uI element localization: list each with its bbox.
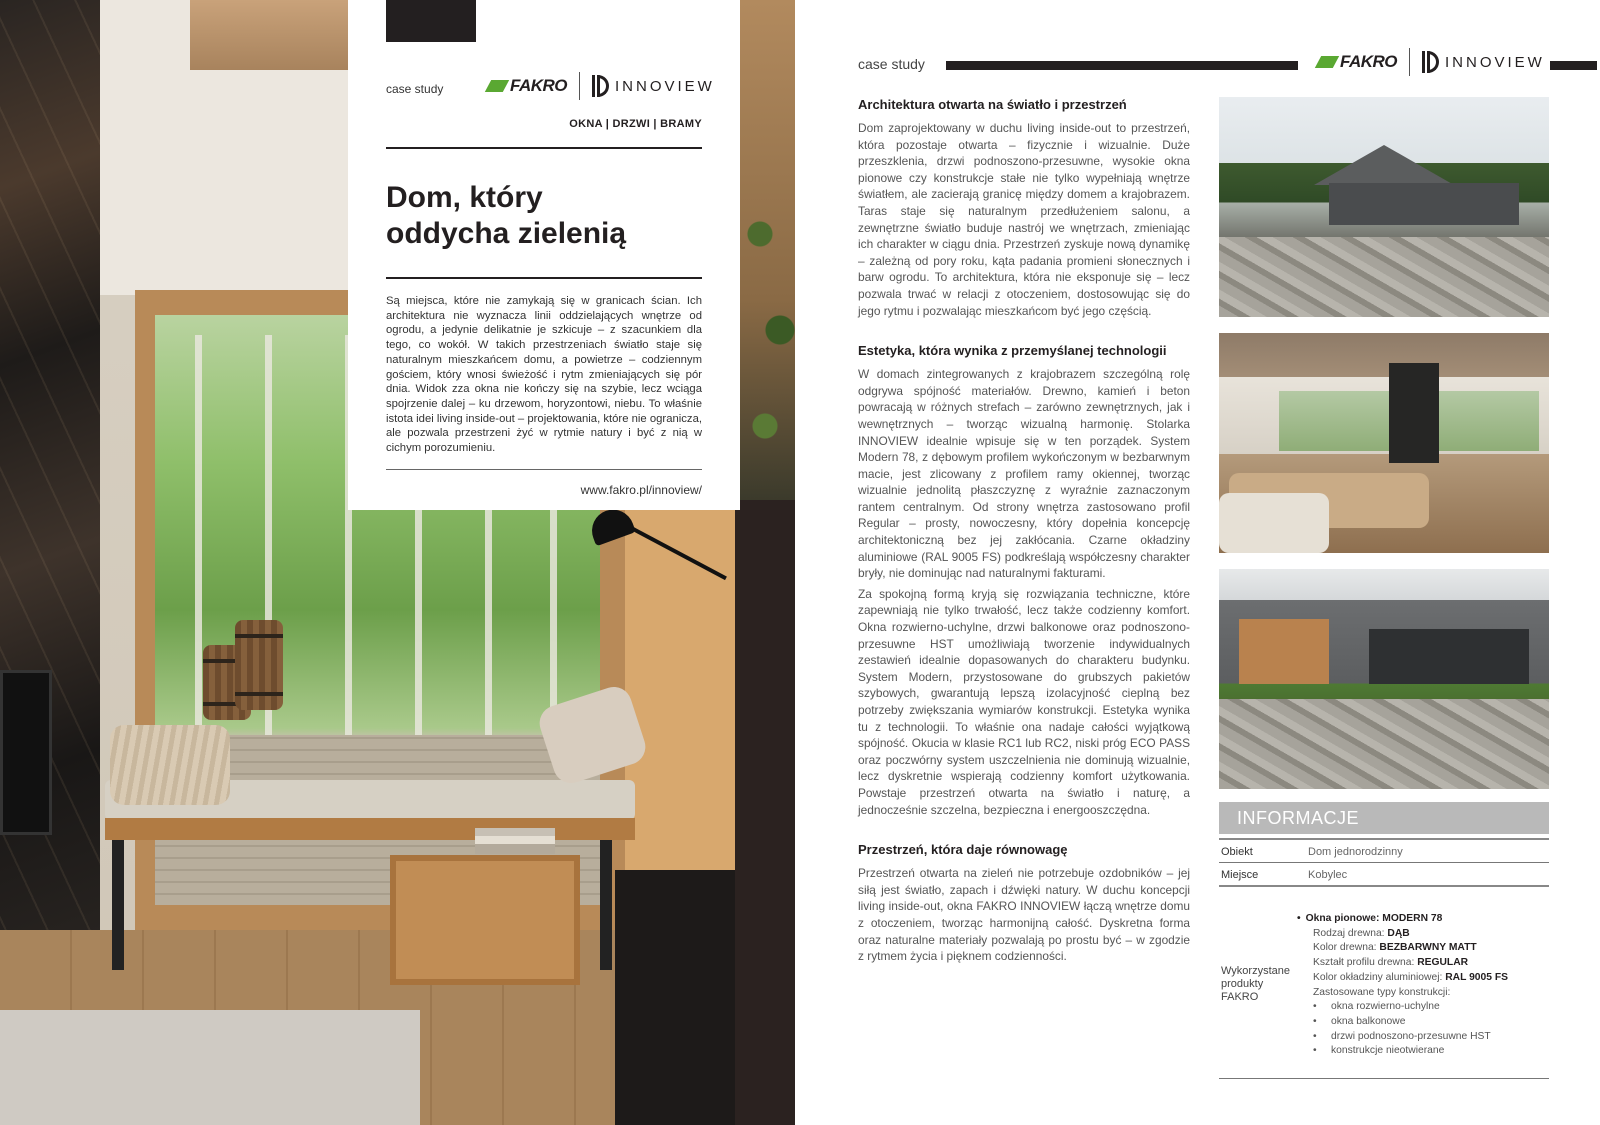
list-item: • okna balkonowe xyxy=(1313,1015,1406,1027)
knit-throw xyxy=(110,725,230,805)
list-item: • drzwi podnoszono-przesuwne HST xyxy=(1313,1030,1491,1042)
brand-logos xyxy=(488,72,715,100)
paragraph: Za spokojną formą kryją się rozwiązania techniczne, które zapewniają nie tylko trwałość, lecz także codzienny komfort. Okna rozwierno-uchylne, drzwi balkonowe oraz podnoszono-przesuwne HST umożliwiają tworzenie indywidualnych zestawień idealnie dopasowanych do charakteru budynku. System Modern, przystosowane do grubszych pakietów szybowych, gwarantują lepszą izolacyjność cieplną bez potrzeby zwiększania wymiarów konstrukcji. Estetyka wynika tu z technologii. To właśnie ona nadaje całości wyjątkową spójność. Okucia w klasie RC1 lub RC2, niski próg ECO PASS oraz poczwórny system uszczelnienia nie dominują wizualnie, lecz dyskretnie wspierają codzienny komfort użytkowania. Powstaje przestrzeń otwarta na światło i naturę, a jednocześnie szczelna, bezpieczna i energooszczędna. xyxy=(858,586,1190,817)
house-exterior-photo xyxy=(1219,97,1549,317)
page-title: Dom, który oddycha zielenią xyxy=(386,181,627,250)
brand-logos xyxy=(1318,48,1545,76)
list-item: • konstrukcje nieotwierane xyxy=(1313,1045,1445,1057)
innoview-logo: INNOVIEW xyxy=(1422,51,1545,73)
side-table xyxy=(390,855,580,985)
marble-wall xyxy=(0,0,100,1010)
section-title: Architektura otwarta na światło i przestrzeń xyxy=(858,97,1127,112)
header-bar xyxy=(946,61,1298,70)
house-terrace-photo xyxy=(1219,569,1549,789)
used-products-label: Wykorzystane produkty FAKRO xyxy=(1221,965,1290,1003)
plant xyxy=(745,170,795,490)
info-object-label: Obiekt xyxy=(1221,846,1253,858)
article-column xyxy=(858,97,1190,969)
fakro-logo: FAKRO xyxy=(1318,52,1397,72)
innoview-mark-icon xyxy=(1422,51,1439,73)
list-item: • okna rozwierno-uchylne xyxy=(1313,1001,1440,1013)
innoview-mark-icon xyxy=(592,75,609,97)
fakro-mark-icon xyxy=(1315,56,1339,68)
fireplace xyxy=(0,670,52,835)
section-title: Estetyka, która wynika z przemyślanej technologii xyxy=(858,343,1167,359)
info-object-value: Dom jednorodzinny xyxy=(1308,846,1403,858)
paragraph: Dom zaprojektowany w duchu living inside-out to przestrzeń, która pozostaje otwarta – fizycznie i wizualnie. Duże przeszklenia, drzwi podnoszono-przesuwne, wysokie okna pionowe czy konstrukcje stałe nie tylko wypełniają wnętrze światłem, ale zacierają granicę między domem a krajobrazem. Taras staje się naturalnym przedłużeniem salonu, a zewnętrzne światło buduje nastrój we wnętrzach, zmieniając ich charakter w ciągu dnia. Przestrzeń zyskuje nową dynamikę – zależną od pory roku, kąta padania promieni słonecznych i barw ogrodu. To architektura, która nie eksponuje się – lecz pozwala trwać w relacji z otoczeniem, dostosowując się do jego rytmu i pozwalając mieszkańcom być jego częścią. xyxy=(858,121,1190,318)
fakro-mark-icon xyxy=(485,80,509,92)
case-study-label: case study xyxy=(386,82,444,96)
paragraph: Przestrzeń otwarta na zieleń nie potrzebuje ozdobników – jej siłą jest światło, zapach i dźwięki natury. W duchu koncepcji living inside-out, okna FAKRO INNOVIEW łączą wnętrze domu z otoczeniem, tworząc harmonijną całość. Dyskretna forma oraz naturalne materiały pozwalają po prostu być – w zgodzie z rytmem życia i pięknem codzienności. xyxy=(858,866,1190,964)
intro-text: Są miejsca, które nie zamykają się w granicach ścian. Ich architektura nie wyznacza linii oddzielających wnętrze od ogrodu, a jedynie delikatnie je szkicuje – z szacunkiem dla tego, co wokół. W takich przestrzeniach światło staje się naturalnym mieszkańcem domu, a powietrze – codziennym gościem, który wnosi świeżość i rytm zmieniających się pór dnia. Widok zza okna nie kończy się na szybie, lecz wciąga spojrzenie dalej – ku drzewom, horyzontowi, niebu. To właśnie istota idei living inside-out – projektowania, które nie ogranicza, ale pozwala przestrzeni żyć w rytmie natury i być z nią w cichym porozumieniu. xyxy=(386,295,702,455)
innoview-logo: INNOVIEW xyxy=(592,75,715,97)
paragraph: W domach zintegrowanych z krajobrazem szczególną rolę odgrywa spójność materiałów. Drewno, kamień i beton powracają w różnych strefach – zarówno zewnętrznych, jak i wewnętrznych – tworząc wizualną harmonię. Stolarka INNOVIEW idealnie wpisuje się w ten porządek. System Modern 78, z dębowym profilem wykończonym w bezbarwnym macie, jest zlicowany z profilem ramy okiennej, tworząc wizualnie jednolitą płaszczyznę z wyraźnie zaznaczonym rantem centralnym. Od strony wnętrza zastosowano profil Regular – prosty, nowoczesny, który dopełnia koncepcję architektoniczną bez jej zakłócania. Czarne okładziny aluminiowe (RAL 9005 FS) podkreślają współczesny charakter bryły, nie dominując nad naturalnymi fakturami. xyxy=(858,367,1190,581)
used-products-list: • Okna pionowe: MODERN 78 Rodzaj drewna: DĄB Kolor drewna: BEZBARWNY MATT Kształt profilu drewna: REGULAR Kolor okładziny aluminiowej: RAL 9005 FS Zastosowane typy konstrukcji: • okna rozwierno-uchylne • okna balkonowe • drzwi podnoszono-przesuwne HST • konstrukcje nieotwierane xyxy=(1306,912,1508,1059)
console xyxy=(615,870,735,1125)
fakro-logo: FAKRO xyxy=(488,76,567,96)
divider xyxy=(386,469,702,470)
books xyxy=(475,828,555,854)
barrel xyxy=(235,620,283,710)
dark-tab xyxy=(386,0,476,42)
intro-card xyxy=(348,0,740,510)
info-header: INFORMACJE xyxy=(1219,802,1549,834)
section-title: Przestrzeń, która daje równowagę xyxy=(858,842,1068,858)
info-place-value: Kobylec xyxy=(1308,869,1348,881)
product-main: • Okna pionowe: MODERN 78 xyxy=(1306,912,1508,927)
divider xyxy=(386,277,702,279)
rug xyxy=(0,1010,420,1125)
header-bar xyxy=(1550,61,1597,70)
living-room-photo xyxy=(1219,333,1549,553)
divider xyxy=(386,147,702,149)
tagline: OKNA | DRZWI | BRAMY xyxy=(569,118,702,130)
website-link[interactable]: www.fakro.pl/innoview/ xyxy=(580,483,702,497)
case-study-label: case study xyxy=(858,56,925,72)
info-place-label: Miejsce xyxy=(1221,869,1259,881)
window-bench xyxy=(105,818,635,840)
